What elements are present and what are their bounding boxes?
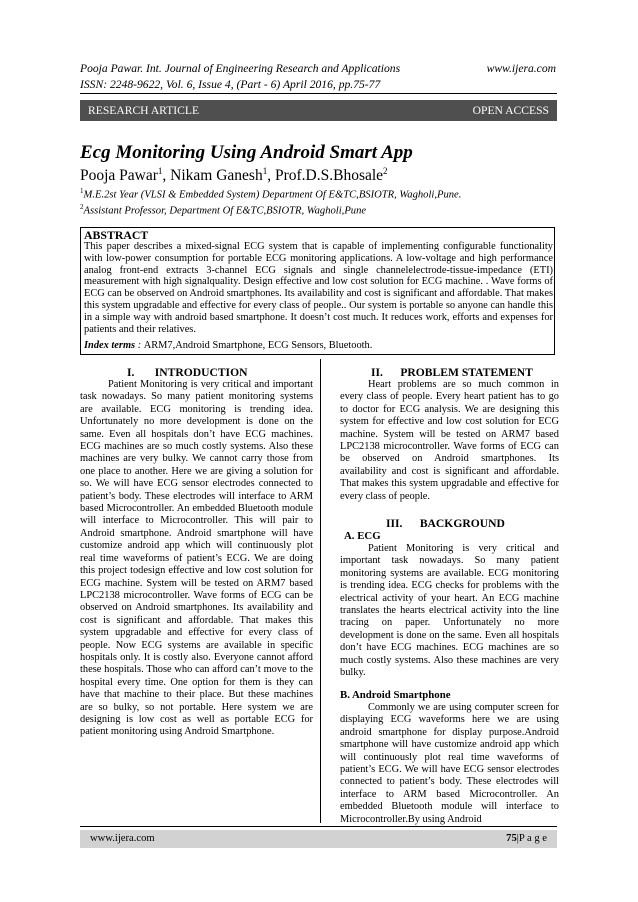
affiliation-2	[80, 203, 366, 217]
ecg-subheading: A. ECG	[344, 530, 381, 542]
author-name: Prof.D.S.Bhosale	[274, 167, 384, 185]
android-smartphone-subheading: B. Android Smartphone	[340, 689, 451, 701]
page-number	[506, 833, 547, 844]
affiliation-text: M.E.2st Year (VLSI & Embedded System) Department Of E&TC,BSIOTR, Wagholi,Pune.	[83, 189, 462, 201]
page-number-value: 75	[506, 833, 517, 844]
affiliation-text: Assistant Professor, Department Of E&TC,BSIOTR, Wagholi,Pune	[83, 205, 367, 217]
ecg-paragraph: Patient Monitoring is very critical and important task nowadays. So many patient monitoring systems are available. ECG monitoring is trending idea. ECG checks for problems with the electrical activity of your heart. An ECG machine translates the hearts electrical activity into the line tracing on paper. Unfortunately no more development is done on the same. Even all hospitals don’t have ECG machines. ECG machines are so much costly systems. Also these machines are very bulky.	[340, 543, 559, 679]
footer-rule	[80, 826, 557, 827]
index-terms	[84, 340, 372, 351]
author-sup: 2	[383, 166, 388, 176]
author-name: Nikam Ganesh	[170, 167, 263, 185]
column-divider	[320, 359, 321, 823]
introduction-heading: I. INTRODUCTION	[127, 366, 248, 379]
problem-statement-body	[340, 379, 559, 503]
author-separator: ,	[162, 167, 171, 185]
abstract-heading: ABSTRACT	[84, 228, 149, 242]
paper-title: Ecg Monitoring Using Android Smart App	[80, 142, 413, 163]
background-heading: III. BACKGROUND	[386, 517, 505, 530]
problem-statement-paragraph: Heart problems are so much common in every class of people. Every heart patient has to go to doctor for ECG analysis. We are designing this system for effective and low cost solution for ECG machine. System will be tested on ARM7 based LPC2138 microcontroller. Wave forms of ECG can be observed on Android smartphones. Its availability and cost is significant and affordable. That makes this system upgradable and effective for every class of people.	[340, 379, 559, 502]
introduction-paragraph: Patient Monitoring is very critical and important task nowadays. So many patient monitoring systems are available. ECG monitoring is trending idea. Unfortunately no more development is done on the same. Even all hospitals don’t have ECG machines. ECG machines are so much costly systems. Also these machines are very bulky. We cannot carry those from one place to another. Here we are giving a solution for so. We will have ECG sensor electrodes connected to patient’s body. These electrodes will interface to ARM based Microcontroller. An embedded Bluetooth module will interface to Microcontroller. This will pair to Android smartphone. Android smartphone will have customize android app which will continuously plot real time waveforms of patient’s ECG. We are doing this project todesign effective and low cost solution for ECG machine. System will be tested on ARM7 based LPC2138 microcontroller. Wave forms of ECG can be observed on Android smartphones. Its availability and cost is significant and affordable. That makes this system upgradable and effective for every class of people. Now ECG systems are available in specific hospitals only. It is costly also. Everyone cannot afford these hospitals. Those who can afford can’t move to the hospital every time. One option for them is they can have that machine to their place. But these machines are so bulky, so not portable. Here system we are designing is low cost as well as portable ECG for patient monitoring using Android Smartphone.	[80, 379, 313, 738]
article-type-banner	[80, 100, 557, 121]
abstract-text: This paper describes a mixed-signal ECG system that is capable of implementing configurable functionality with low-power consumption for portable ECG monitoring applications. A low-voltage and high performance analog front-end extracts 3-channel ECG signals and single channelelectrode-tissue-impedance (ETI) measurement with high signalquality. Design effective and low cost solution for ECG machine. . Wave forms of ECG can be observed on Android smartphones. Its availability and cost is significant and affordable. That makes this system upgradable and effective for every class of people.. Our system is portable so anyone can handle this in a simple way with android based smartphone. It doesn’t cost much. It reduces work, efforts and expenses for patients and their relatives.	[84, 241, 553, 335]
author-list	[80, 166, 388, 185]
journal-website[interactable]: www.ijera.com	[486, 62, 556, 75]
ecg-body	[340, 543, 559, 679]
journal-citation: Pooja Pawar. Int. Journal of Engineering Research and Applications	[80, 62, 401, 75]
author-name: Pooja Pawar	[80, 167, 158, 185]
android-smartphone-paragraph: Commonly we are using computer screen for displaying ECG waveforms here we are using android smartphone for display purpose.Android smartphone will have customize android app which will continuously plot real time waveforms of patient’s ECG. We will have ECG sensor electrodes connected to patient’s body. These electrodes will interface to ARM based Microcontroller. An embedded Bluetooth module will interface to Microcontroller.By using Android	[340, 702, 559, 825]
affiliation-sup: 1	[80, 187, 84, 195]
index-terms-values: ARM7,Android Smartphone, ECG Sensors, Bluetooth.	[143, 340, 373, 351]
index-terms-separator: :	[135, 340, 144, 351]
journal-issn: ISSN: 2248-9622, Vol. 6, Issue 4, (Part - 6) April 2016, pp.75-77	[80, 78, 381, 91]
footer-bar	[80, 830, 557, 848]
open-access-label: OPEN ACCESS	[472, 104, 549, 117]
introduction-body	[80, 379, 313, 739]
page-number-suffix: |P a g e	[516, 833, 547, 844]
author-separator: ,	[267, 167, 275, 185]
research-article-label: RESEARCH ARTICLE	[88, 104, 200, 117]
author-sup: 1	[157, 166, 163, 176]
index-terms-label: Index terms	[84, 340, 136, 351]
author-sup: 1	[262, 166, 268, 176]
affiliation-sup: 2	[80, 203, 84, 211]
footer-website[interactable]: www.ijera.com	[90, 833, 155, 844]
affiliation-1	[80, 187, 461, 201]
problem-statement-heading: II. PROBLEM STATEMENT	[371, 366, 533, 379]
android-smartphone-body	[340, 702, 559, 826]
header-rule	[80, 93, 557, 94]
